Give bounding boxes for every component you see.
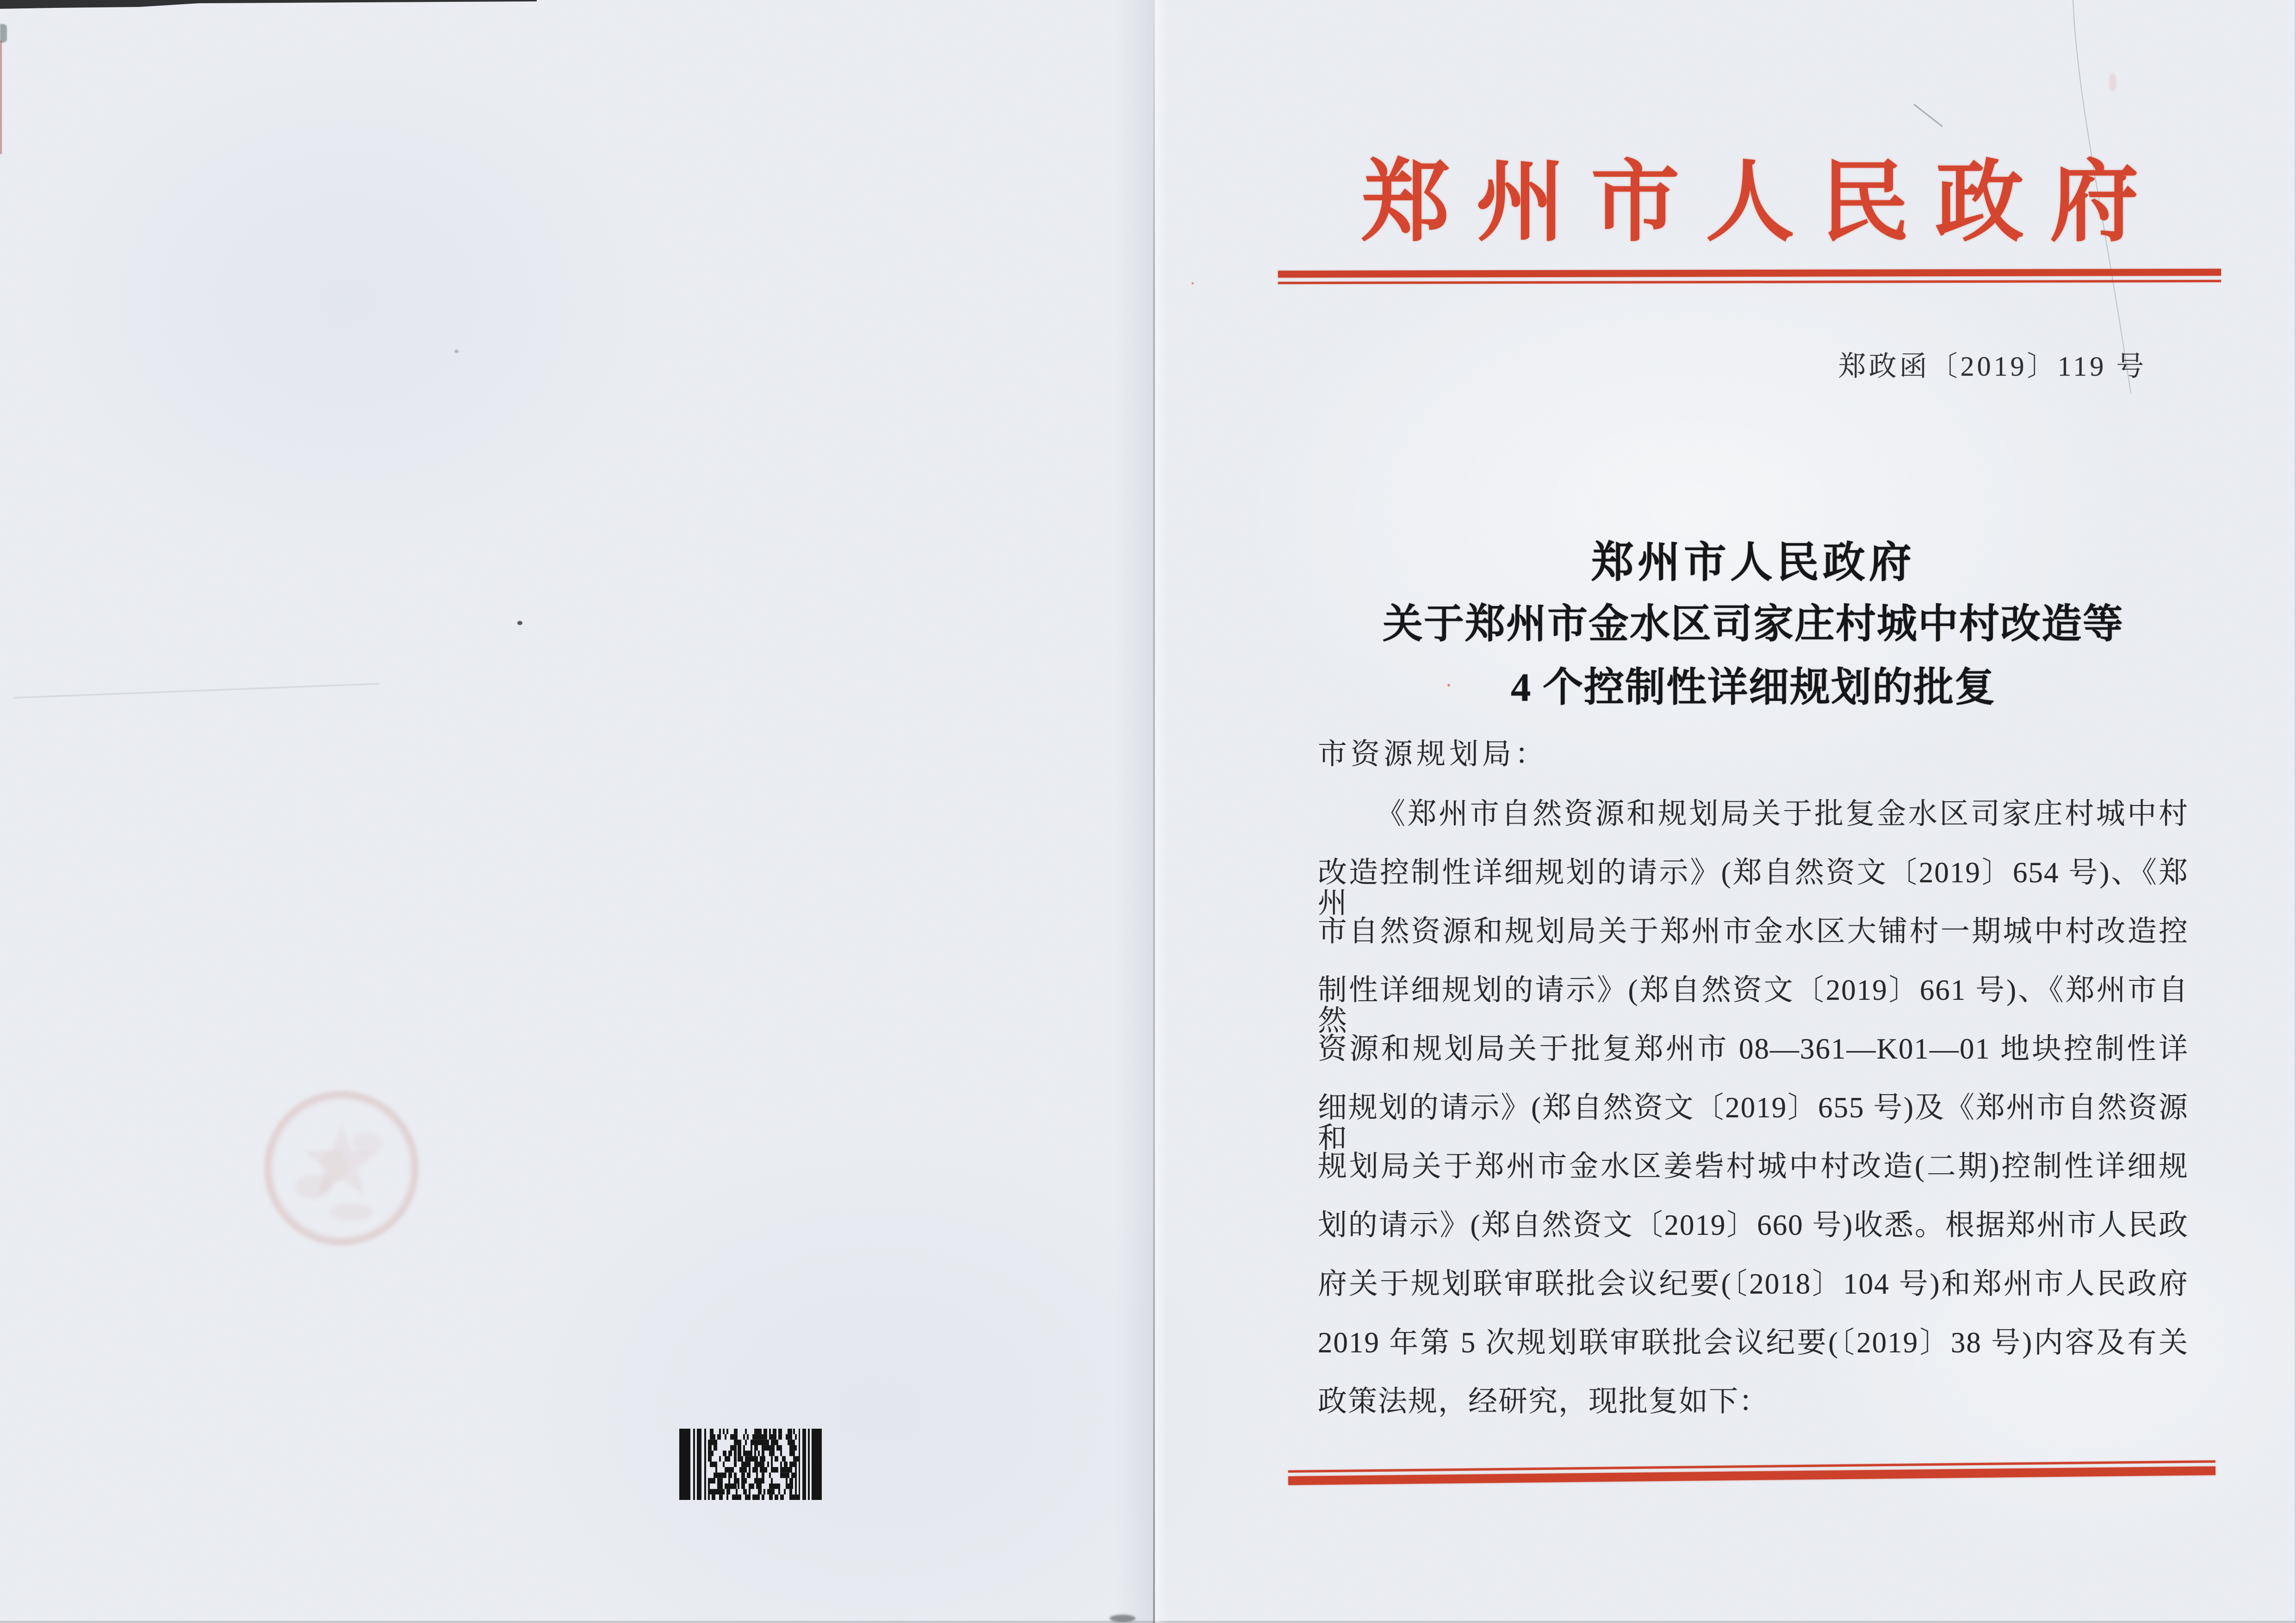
body-line: 细规划的请示》(郑自然资文〔2019〕655 号)及《郑州市自然资源和 [1318,1091,2189,1154]
body-line: 2019 年第 5 次规划联审联批会议纪要(〔2019〕38 号)内容及有关 [1318,1326,2189,1359]
body-line: 改造控制性详细规划的请示》(郑自然资文〔2019〕654 号)、《郑州 [1318,856,2189,919]
body-line: 规划局关于郑州市金水区姜砦村城中村改造(二期)控制性详细规 [1318,1150,2189,1183]
body-line: 政策法规，经研究，现批复如下： [1318,1385,1769,1418]
footer-divider-rule [1288,1460,2215,1485]
heading-line-2: 关于郑州市金水区司家庄村城中村改造等 [1383,601,2124,646]
body-line: 府关于规划联审联批会议纪要(〔2018〕104 号)和郑州市人民政府 [1318,1268,2189,1300]
letterhead-agency-title: 郑州市人民政府 [1361,154,2165,252]
body-line: 《郑州市自然资源和规划局关于批复金水区司家庄村城中村 [1376,798,2189,830]
fold-bottom-smudge [1110,1615,1136,1622]
letterhead-divider-rule [1278,269,2221,284]
document-body [1318,739,2189,1445]
body-line: 市自然资源和规划局关于郑州市金水区大铺村一期城中村改造控 [1318,915,2189,948]
ink-speck [1191,282,1194,285]
body-line: 制性详细规划的请示》(郑自然资文〔2019〕661 号)、《郑州市自然 [1318,974,2189,1037]
page-fold-shadow [1116,0,1153,1623]
edge-red-streak [0,41,2,154]
scanner-edge-shadow [0,0,537,9]
heading-line-1: 郑州市人民政府 [1591,539,1915,586]
heading-line-3: 4 个控制性详细规划的批复 [1510,665,1996,710]
salutation: 市资源规划局： [1318,738,1548,770]
paper-crease [14,683,379,698]
paper-speck [454,350,459,353]
document-heading [1318,528,2189,712]
document-number: 郑政函〔2019〕119 号 [1838,351,2147,382]
body-line: 划的请示》(郑自然资文〔2019〕660 号)收悉。根据郑州市人民政 [1318,1209,2189,1241]
body-line: 资源和规划局关于批复郑州市 08—361—K01—01 地块控制性详 [1318,1033,2189,1065]
edge-smudge [0,24,7,43]
official-seal-icon [244,1071,439,1265]
scan-scratch [1913,104,1942,127]
pdf417-barcode-icon [679,1429,822,1500]
paper-speck [517,621,522,625]
paper-smudge [2109,73,2116,92]
page-fold-line [1153,0,1155,1623]
